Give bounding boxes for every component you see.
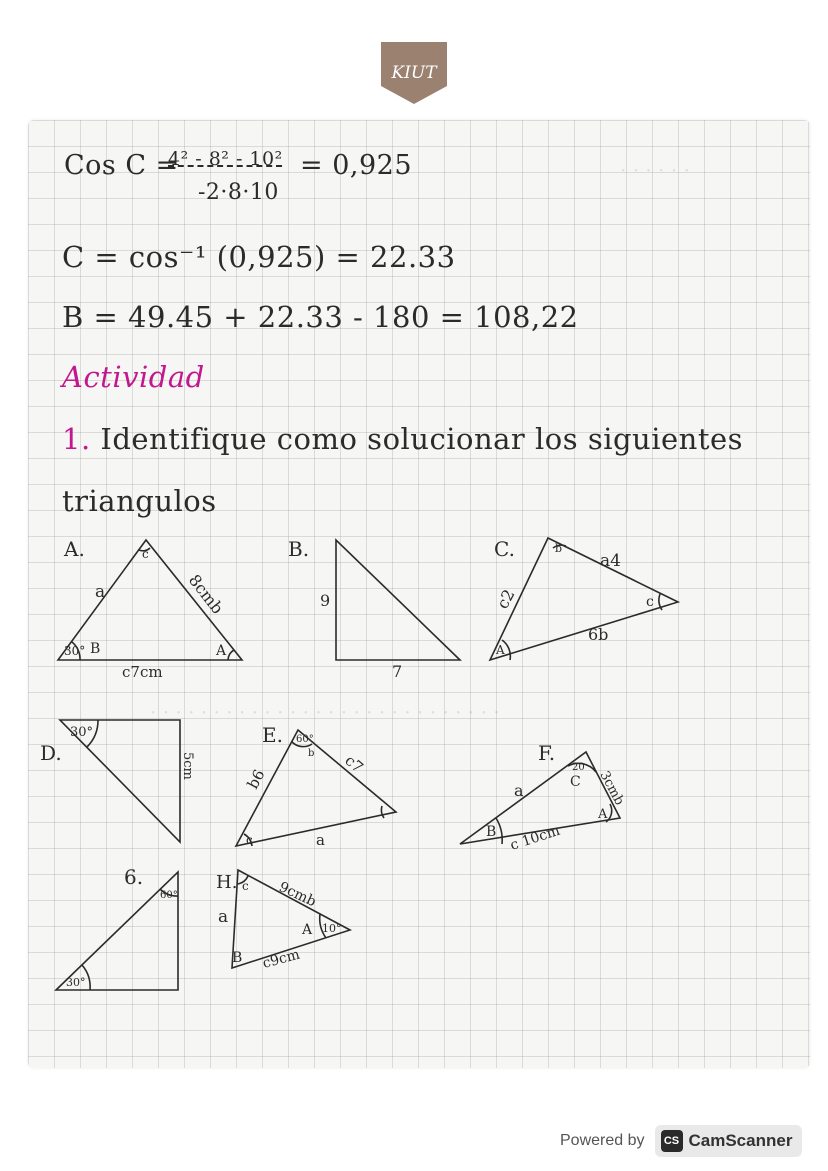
- question-line-2: triangulos: [62, 484, 217, 518]
- triangle-f-side-c: c 10cm: [508, 822, 562, 854]
- triangle-h-label: H.: [216, 872, 238, 893]
- bleed-through-text: · · · · · ·: [620, 158, 690, 182]
- triangle-e-angle: 60°: [296, 734, 314, 745]
- triangle-c-vertex-a: A: [496, 643, 505, 657]
- bleed-through-text: · · · · · · · · · · · · · · · · · · · · · · · · · · · ·: [150, 700, 500, 724]
- triangle-e-side-c: c7: [341, 751, 367, 777]
- triangle-f-vertex-c: C: [570, 774, 581, 790]
- triangle-c-vertex-b: b: [555, 542, 563, 555]
- triangle-h-vertex-c: c: [242, 879, 249, 893]
- triangle-h-angle-a: 10°: [322, 922, 342, 935]
- triangle-e-side-b: b6: [243, 766, 269, 792]
- camscanner-badge: [655, 1125, 803, 1157]
- triangle-h-side-b: 9cmb: [276, 879, 319, 911]
- triangle-a-angle-b: 30°: [64, 644, 86, 658]
- section-title: Actividad: [62, 360, 205, 394]
- triangle-b-side-bottom: 7: [392, 662, 403, 681]
- triangle-d-side: 5cm: [180, 752, 195, 780]
- triangle-f-side-a: a: [514, 781, 524, 800]
- triangle-a-label: A.: [64, 537, 85, 561]
- triangle-h-side-a: a: [218, 907, 229, 927]
- triangle-a-vertex-c: c: [142, 547, 149, 561]
- triangle-f-side-b: 3cmb: [596, 768, 627, 808]
- camscanner-logo-icon: CS: [661, 1130, 683, 1152]
- triangle-a-side-b: 8cmb: [184, 570, 228, 618]
- triangle-e-side-a: a: [316, 831, 325, 849]
- triangle-e-vertex-b: b: [308, 748, 315, 759]
- triangle-c-label: C.: [494, 537, 515, 561]
- cos-c-result: = 0,925: [300, 150, 413, 181]
- triangle-g-angle-bottom: 30°: [66, 976, 86, 989]
- triangle-f-label: F.: [538, 741, 556, 765]
- triangle-f-vertex-b: B: [486, 824, 497, 840]
- triangle-b-label: B.: [288, 537, 310, 561]
- triangle-c-side-b: 6b: [588, 625, 609, 644]
- camscanner-watermark: [560, 1124, 802, 1158]
- triangle-h-side-c: c9cm: [260, 946, 302, 972]
- triangle-f-angle-c: 20: [572, 762, 585, 773]
- triangle-a-side-a: a: [95, 582, 106, 602]
- triangle-c-side-c: c2: [492, 586, 519, 612]
- triangle-e-label: E.: [262, 723, 283, 747]
- cos-c-numerator: 4² - 8² - 10²: [168, 148, 283, 170]
- triangle-b-side-left: 9: [320, 591, 331, 610]
- cos-c-label: Cos C =: [64, 150, 179, 181]
- c-angle-formula: C = cos⁻¹ (0,925) = 22.33: [62, 240, 456, 274]
- triangle-d-label: D.: [40, 741, 62, 765]
- triangle-a-vertex-a: A: [216, 643, 227, 659]
- triangle-h-vertex-b: B: [232, 950, 243, 966]
- question-number: 1.: [62, 422, 91, 456]
- triangle-b-shape: [336, 540, 460, 660]
- cos-c-denominator: -2·8·10: [198, 180, 279, 205]
- triangle-c-side-a: a4: [600, 551, 621, 571]
- triangle-e-vertex-c: c: [246, 833, 253, 847]
- triangle-a-side-c: c7cm: [122, 663, 163, 681]
- triangle-d-angle: 30°: [70, 725, 94, 740]
- triangle-g-label: 6.: [124, 865, 144, 889]
- triangle-c-vertex-c: c: [646, 594, 654, 610]
- triangle-a-vertex-b: B: [90, 641, 101, 657]
- triangle-g-angle-top: 60°: [160, 890, 178, 901]
- powered-by-text: Powered by: [560, 1132, 645, 1149]
- triangle-f-vertex-a: A: [598, 807, 608, 822]
- tab-logo-text: KIUT: [391, 63, 437, 83]
- question-text: Identifique como solucionar los siguientes: [100, 422, 744, 456]
- triangle-h-vertex-a: A: [302, 922, 313, 938]
- camscanner-name: CamScanner: [688, 1131, 793, 1150]
- b-angle-formula: B = 49.45 + 22.33 - 180 = 108,22: [62, 300, 579, 334]
